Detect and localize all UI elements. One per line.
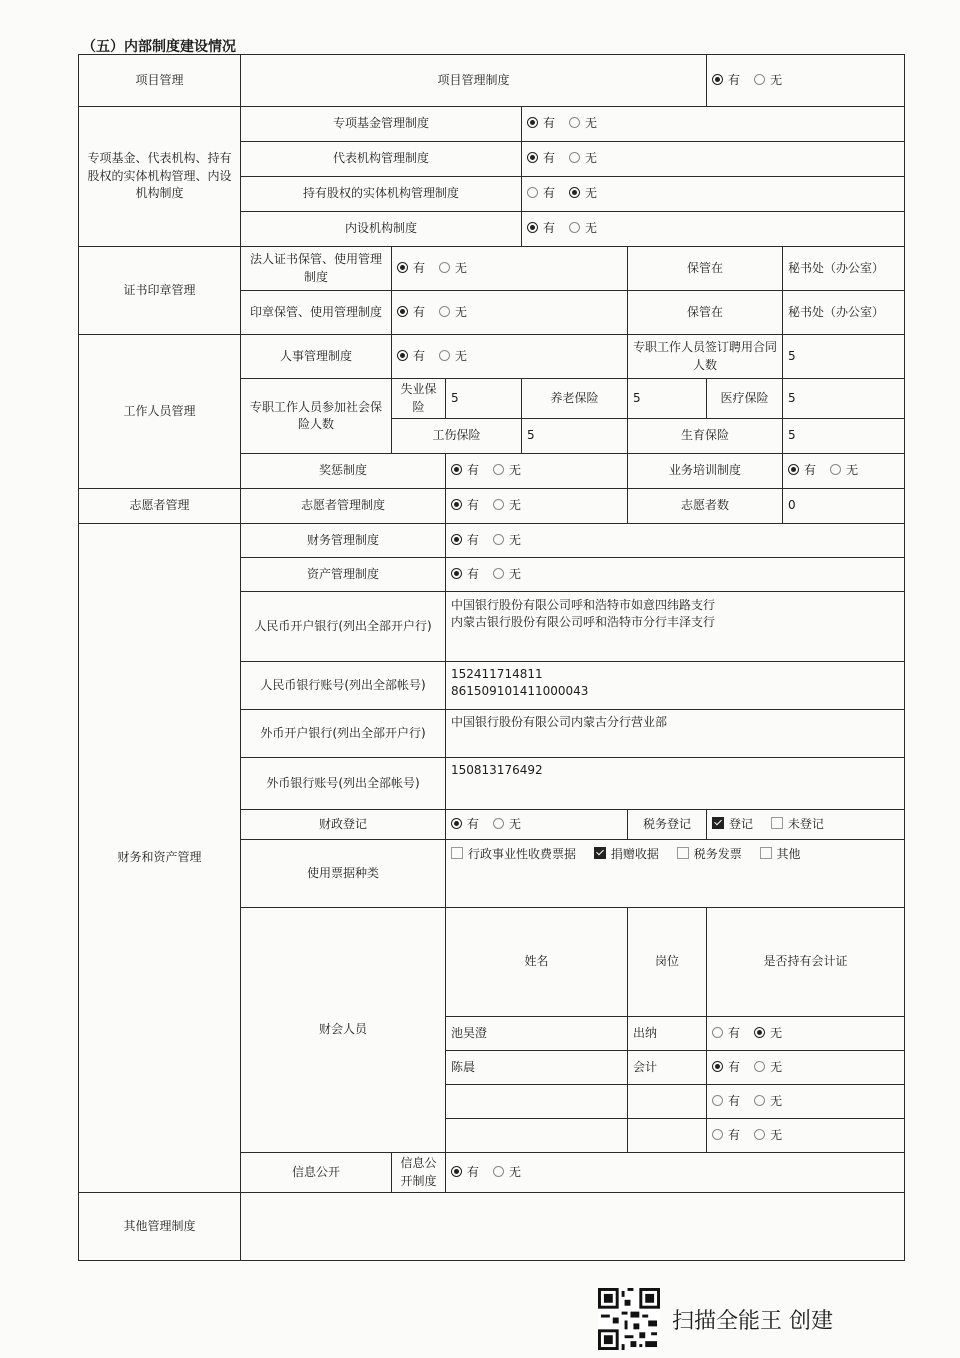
receipt-tax-invoice-label: 税务发票 bbox=[693, 847, 742, 861]
radio-no-icon[interactable] bbox=[493, 534, 504, 545]
asset-label: 资产管理制度 bbox=[241, 558, 446, 592]
tax-unregistered[interactable] bbox=[771, 816, 824, 833]
maternity-count: 5 bbox=[783, 419, 905, 454]
section-project: 项目管理 bbox=[79, 55, 241, 107]
acc-post[interactable] bbox=[628, 1119, 707, 1153]
special-radio-3[interactable] bbox=[522, 177, 905, 212]
info-label: 信息公开制度 bbox=[392, 1153, 446, 1193]
acc-header-cert: 是否持有会计证 bbox=[707, 908, 905, 1017]
radio-option-yes[interactable] bbox=[527, 185, 555, 202]
asset-radio[interactable] bbox=[446, 558, 905, 592]
radio-no-label: 无 bbox=[770, 1026, 783, 1041]
section-special: 专项基金、代表机构、持有股权的实体机构管理、内设机构制度 bbox=[79, 107, 241, 247]
radio-option-no[interactable] bbox=[569, 150, 597, 167]
radio-no-icon[interactable] bbox=[754, 1061, 765, 1072]
radio-yes-icon[interactable] bbox=[527, 152, 538, 163]
radio-no-label: 无 bbox=[846, 463, 859, 478]
receipt-donation[interactable] bbox=[594, 846, 659, 863]
radio-no-label: 无 bbox=[585, 151, 598, 166]
acc-header-post: 岗位 bbox=[628, 908, 707, 1017]
row-staff-hr bbox=[79, 335, 905, 379]
radio-no-icon[interactable] bbox=[439, 350, 450, 361]
radio-option-no[interactable] bbox=[439, 348, 467, 365]
radio-yes-label: 有 bbox=[543, 116, 556, 131]
radio-option-yes[interactable] bbox=[712, 1127, 740, 1144]
radio-option-yes[interactable] bbox=[712, 1059, 740, 1076]
reward-radio[interactable] bbox=[446, 454, 628, 489]
radio-option-yes[interactable] bbox=[788, 462, 816, 479]
acc-header-name: 姓名 bbox=[446, 908, 628, 1017]
receipt-donation-checkbox[interactable] bbox=[594, 847, 606, 859]
radio-no-icon[interactable] bbox=[439, 306, 450, 317]
receipt-label: 使用票据种类 bbox=[241, 840, 446, 908]
radio-yes-label: 有 bbox=[413, 260, 426, 275]
radio-no-icon[interactable] bbox=[493, 499, 504, 510]
radio-yes-label: 有 bbox=[413, 348, 426, 363]
radio-option-no[interactable] bbox=[754, 72, 782, 89]
section-volunteer: 志愿者管理 bbox=[79, 489, 241, 524]
special-label-3: 持有股权的实体机构管理制度 bbox=[241, 177, 522, 212]
radio-no-icon[interactable] bbox=[754, 1129, 765, 1140]
acc-cert-radio[interactable] bbox=[707, 1017, 905, 1051]
tax-unregistered-label: 未登记 bbox=[787, 816, 824, 831]
row-project bbox=[79, 55, 905, 107]
hr-label: 人事管理制度 bbox=[241, 335, 392, 379]
training-radio[interactable] bbox=[783, 454, 905, 489]
radio-no-icon[interactable] bbox=[569, 152, 580, 163]
rmb-account-2: 861509101411000043 bbox=[451, 684, 589, 699]
section-cert: 证书印章管理 bbox=[79, 247, 241, 335]
training-label: 业务培训制度 bbox=[628, 454, 783, 489]
radio-option-yes[interactable] bbox=[712, 1025, 740, 1042]
receipt-admin-fee-checkbox[interactable] bbox=[451, 847, 463, 859]
contract-count: 5 bbox=[783, 335, 905, 379]
medical-count: 5 bbox=[783, 379, 905, 419]
radio-yes-label: 有 bbox=[467, 816, 480, 831]
radio-option-yes[interactable] bbox=[451, 566, 479, 583]
fx-account-label: 外币银行账号(列出全部帐号) bbox=[241, 758, 446, 810]
radio-no-icon[interactable] bbox=[439, 262, 450, 273]
radio-no-icon[interactable] bbox=[493, 1166, 504, 1177]
section-finance: 财务和资产管理 bbox=[79, 524, 241, 1193]
radio-option-yes[interactable] bbox=[527, 220, 555, 237]
acc-name[interactable] bbox=[446, 1119, 628, 1153]
acc-cert-radio[interactable] bbox=[707, 1051, 905, 1085]
insurance-label: 专职工作人员参加社会保险人数 bbox=[241, 379, 392, 454]
radio-option-no[interactable] bbox=[754, 1127, 782, 1144]
scanner-watermark-text: 扫描全能王 创建 bbox=[672, 1308, 833, 1334]
receipt-donation-label: 捐赠收据 bbox=[610, 847, 659, 861]
radio-no-label: 无 bbox=[585, 221, 598, 236]
section-other: 其他管理制度 bbox=[79, 1193, 241, 1261]
cert-label-2: 印章保管、使用管理制度 bbox=[241, 291, 392, 335]
radio-yes-label: 有 bbox=[543, 221, 556, 236]
row-other bbox=[79, 1193, 905, 1261]
radio-yes-icon[interactable] bbox=[712, 1095, 723, 1106]
fx-bank-value: 中国银行股份有限公司内蒙古分行营业部 bbox=[446, 710, 905, 758]
receipt-admin-fee-label: 行政事业性收费票据 bbox=[468, 847, 577, 861]
radio-option-yes[interactable] bbox=[397, 348, 425, 365]
unemployment-label: 失业保险 bbox=[392, 379, 446, 419]
radio-no-label: 无 bbox=[770, 1060, 783, 1075]
radio-no-icon[interactable] bbox=[830, 464, 841, 475]
radio-no-label: 无 bbox=[585, 186, 598, 201]
radio-option-yes[interactable] bbox=[451, 532, 479, 549]
radio-yes-icon[interactable] bbox=[451, 464, 462, 475]
acc-cert-radio[interactable] bbox=[707, 1085, 905, 1119]
acc-name: 池昊澄 bbox=[446, 1017, 628, 1051]
radio-no-label: 无 bbox=[770, 1128, 783, 1143]
tax-label: 税务登记 bbox=[628, 810, 707, 840]
radio-no-icon[interactable] bbox=[569, 222, 580, 233]
radio-yes-icon[interactable] bbox=[527, 187, 538, 198]
radio-yes-label: 有 bbox=[728, 1060, 741, 1075]
radio-no-label: 无 bbox=[509, 498, 522, 513]
radio-yes-icon[interactable] bbox=[451, 499, 462, 510]
radio-no-icon[interactable] bbox=[569, 117, 580, 128]
radio-no-label: 无 bbox=[455, 260, 468, 275]
cert-keeper-label-1: 保管在 bbox=[628, 247, 783, 291]
radio-yes-icon[interactable] bbox=[451, 818, 462, 829]
receipt-admin-fee[interactable] bbox=[451, 846, 576, 863]
injury-label: 工伤保险 bbox=[392, 419, 522, 454]
radio-yes-icon[interactable] bbox=[788, 464, 799, 475]
radio-option-yes[interactable] bbox=[451, 816, 479, 833]
scanner-watermark bbox=[598, 1288, 833, 1350]
radio-yes-label: 有 bbox=[543, 151, 556, 166]
radio-option-yes[interactable] bbox=[451, 497, 479, 514]
unemployment-count: 5 bbox=[446, 379, 522, 419]
radio-no-label: 无 bbox=[509, 1165, 522, 1180]
radio-yes-label: 有 bbox=[467, 532, 480, 547]
radio-option-yes[interactable] bbox=[397, 304, 425, 321]
receipt-tax-invoice[interactable] bbox=[677, 846, 742, 863]
receipt-other-checkbox[interactable] bbox=[760, 847, 772, 859]
acc-cert-radio[interactable] bbox=[707, 1119, 905, 1153]
rmb-account-label: 人民币银行账号(列出全部帐号) bbox=[241, 662, 446, 710]
medical-label: 医疗保险 bbox=[707, 379, 783, 419]
special-label-2: 代表机构管理制度 bbox=[241, 142, 522, 177]
hr-radio[interactable] bbox=[392, 335, 628, 379]
rmb-bank-value bbox=[446, 592, 905, 662]
radio-no-label: 无 bbox=[770, 1094, 783, 1109]
rmb-bank-label: 人民币开户银行(列出全部开户行) bbox=[241, 592, 446, 662]
volunteer-radio[interactable] bbox=[446, 489, 628, 524]
radio-yes-icon[interactable] bbox=[451, 1166, 462, 1177]
row-volunteer bbox=[79, 489, 905, 524]
radio-no-icon[interactable] bbox=[493, 568, 504, 579]
radio-no-label: 无 bbox=[509, 566, 522, 581]
radio-yes-icon[interactable] bbox=[451, 534, 462, 545]
radio-yes-label: 有 bbox=[467, 1165, 480, 1180]
fx-account-value: 150813176492 bbox=[446, 758, 905, 810]
receipt-tax-invoice-checkbox[interactable] bbox=[677, 847, 689, 859]
tax-options[interactable] bbox=[707, 810, 905, 840]
special-radio-1[interactable] bbox=[522, 107, 905, 142]
radio-yes-label: 有 bbox=[804, 463, 817, 478]
cert-keeper-2: 秘书处（办公室） bbox=[783, 291, 905, 335]
radio-yes-label: 有 bbox=[728, 1026, 741, 1041]
radio-no-label: 无 bbox=[509, 816, 522, 831]
radio-option-no[interactable] bbox=[754, 1025, 782, 1042]
radio-yes-icon[interactable] bbox=[712, 74, 723, 85]
radio-no-label: 无 bbox=[585, 116, 598, 131]
fiscal-label: 财政登记 bbox=[241, 810, 446, 840]
radio-no-label: 无 bbox=[509, 532, 522, 547]
special-label-1: 专项基金管理制度 bbox=[241, 107, 522, 142]
radio-option-no[interactable] bbox=[569, 220, 597, 237]
volunteer-count-label: 志愿者数 bbox=[628, 489, 783, 524]
volunteer-count: 0 bbox=[783, 489, 905, 524]
radio-yes-icon[interactable] bbox=[712, 1027, 723, 1038]
radio-option-no[interactable] bbox=[493, 816, 521, 833]
qr-code-icon bbox=[598, 1288, 660, 1350]
injury-count: 5 bbox=[522, 419, 628, 454]
tax-registered-label: 登记 bbox=[729, 816, 754, 831]
rmb-bank-1: 中国银行股份有限公司呼和浩特市如意四纬路支行 bbox=[451, 598, 716, 612]
radio-yes-label: 有 bbox=[467, 566, 480, 581]
acc-name: 陈晨 bbox=[446, 1051, 628, 1085]
radio-yes-icon[interactable] bbox=[397, 262, 408, 273]
radio-yes-label: 有 bbox=[728, 1094, 741, 1109]
pension-label: 养老保险 bbox=[522, 379, 628, 419]
radio-option-no[interactable] bbox=[830, 462, 858, 479]
acc-name[interactable] bbox=[446, 1085, 628, 1119]
radio-no-icon[interactable] bbox=[754, 1095, 765, 1106]
radio-option-yes[interactable] bbox=[712, 1093, 740, 1110]
row-cert-1 bbox=[79, 247, 905, 291]
maternity-label: 生育保险 bbox=[628, 419, 783, 454]
other-value[interactable] bbox=[241, 1193, 905, 1261]
radio-yes-icon[interactable] bbox=[397, 350, 408, 361]
tax-registered-checkbox[interactable] bbox=[712, 817, 724, 829]
fiscal-radio[interactable] bbox=[446, 810, 628, 840]
radio-option-no[interactable] bbox=[569, 115, 597, 132]
radio-yes-icon[interactable] bbox=[527, 222, 538, 233]
receipt-other-label: 其他 bbox=[776, 847, 801, 861]
radio-no-icon[interactable] bbox=[754, 74, 765, 85]
special-label-4: 内设机构制度 bbox=[241, 212, 522, 247]
radio-option-no[interactable] bbox=[439, 260, 467, 277]
radio-option-no[interactable] bbox=[493, 1164, 521, 1181]
radio-option-no[interactable] bbox=[493, 532, 521, 549]
rmb-account-value bbox=[446, 662, 905, 710]
radio-no-label: 无 bbox=[455, 304, 468, 319]
fin-label: 财务管理制度 bbox=[241, 524, 446, 558]
radio-no-label: 无 bbox=[455, 348, 468, 363]
cert-label-1: 法人证书保管、使用管理制度 bbox=[241, 247, 392, 291]
acc-post: 会计 bbox=[628, 1051, 707, 1085]
cert-radio-2[interactable] bbox=[392, 291, 628, 335]
radio-option-yes[interactable] bbox=[397, 260, 425, 277]
radio-option-no[interactable] bbox=[754, 1093, 782, 1110]
radio-yes-label: 有 bbox=[543, 186, 556, 201]
acc-post[interactable] bbox=[628, 1085, 707, 1119]
radio-option-no[interactable] bbox=[493, 566, 521, 583]
radio-yes-icon[interactable] bbox=[451, 568, 462, 579]
section-staff: 工作人员管理 bbox=[79, 335, 241, 489]
radio-option-no[interactable] bbox=[439, 304, 467, 321]
radio-option-no[interactable] bbox=[754, 1059, 782, 1076]
project-radio[interactable] bbox=[707, 55, 905, 107]
accountant-label: 财会人员 bbox=[241, 908, 446, 1153]
radio-yes-label: 有 bbox=[728, 1128, 741, 1143]
radio-yes-label: 有 bbox=[467, 498, 480, 513]
tax-unregistered-checkbox[interactable] bbox=[771, 817, 783, 829]
rmb-bank-2: 内蒙古银行股份有限公司呼和浩特市分行丰泽支行 bbox=[451, 615, 716, 630]
special-radio-2[interactable] bbox=[522, 142, 905, 177]
contract-label: 专职工作人员签订聘用合同人数 bbox=[628, 335, 783, 379]
project-label: 项目管理制度 bbox=[241, 55, 707, 107]
acc-post: 出纳 bbox=[628, 1017, 707, 1051]
radio-no-label: 无 bbox=[509, 463, 522, 478]
pension-count: 5 bbox=[628, 379, 707, 419]
radio-no-icon[interactable] bbox=[493, 464, 504, 475]
rmb-account-1: 152411714811 bbox=[451, 667, 543, 681]
fin-radio[interactable] bbox=[446, 524, 905, 558]
reward-label: 奖惩制度 bbox=[241, 454, 446, 489]
radio-option-no[interactable] bbox=[493, 462, 521, 479]
volunteer-label: 志愿者管理制度 bbox=[241, 489, 446, 524]
radio-no-label: 无 bbox=[770, 72, 783, 87]
radio-no-icon[interactable] bbox=[493, 818, 504, 829]
internal-system-table bbox=[78, 54, 905, 1261]
section-heading: （五）内部制度建设情况 bbox=[82, 39, 236, 55]
radio-yes-icon[interactable] bbox=[397, 306, 408, 317]
receipt-options[interactable] bbox=[446, 840, 905, 908]
info-radio[interactable] bbox=[446, 1153, 905, 1193]
fx-bank-label: 外币开户银行(列出全部开户行) bbox=[241, 710, 446, 758]
radio-yes-icon[interactable] bbox=[527, 117, 538, 128]
radio-option-yes[interactable] bbox=[451, 462, 479, 479]
radio-option-yes[interactable] bbox=[527, 115, 555, 132]
row-special-1 bbox=[79, 107, 905, 142]
row-fin bbox=[79, 524, 905, 558]
cert-radio-1[interactable] bbox=[392, 247, 628, 291]
radio-yes-label: 有 bbox=[413, 304, 426, 319]
radio-option-no[interactable] bbox=[493, 497, 521, 514]
radio-yes-label: 有 bbox=[467, 463, 480, 478]
radio-option-yes[interactable] bbox=[451, 1164, 479, 1181]
radio-option-no[interactable] bbox=[569, 185, 597, 202]
special-radio-4[interactable] bbox=[522, 212, 905, 247]
cert-keeper-1: 秘书处（办公室） bbox=[783, 247, 905, 291]
tax-registered[interactable] bbox=[712, 816, 753, 833]
radio-yes-icon[interactable] bbox=[712, 1061, 723, 1072]
radio-yes-label: 有 bbox=[728, 72, 741, 87]
radio-no-icon[interactable] bbox=[569, 187, 580, 198]
radio-option-yes[interactable] bbox=[712, 72, 740, 89]
receipt-other[interactable] bbox=[760, 846, 801, 863]
section-info: 信息公开 bbox=[241, 1153, 392, 1193]
radio-option-yes[interactable] bbox=[527, 150, 555, 167]
radio-no-icon[interactable] bbox=[754, 1027, 765, 1038]
radio-yes-icon[interactable] bbox=[712, 1129, 723, 1140]
cert-keeper-label-2: 保管在 bbox=[628, 291, 783, 335]
